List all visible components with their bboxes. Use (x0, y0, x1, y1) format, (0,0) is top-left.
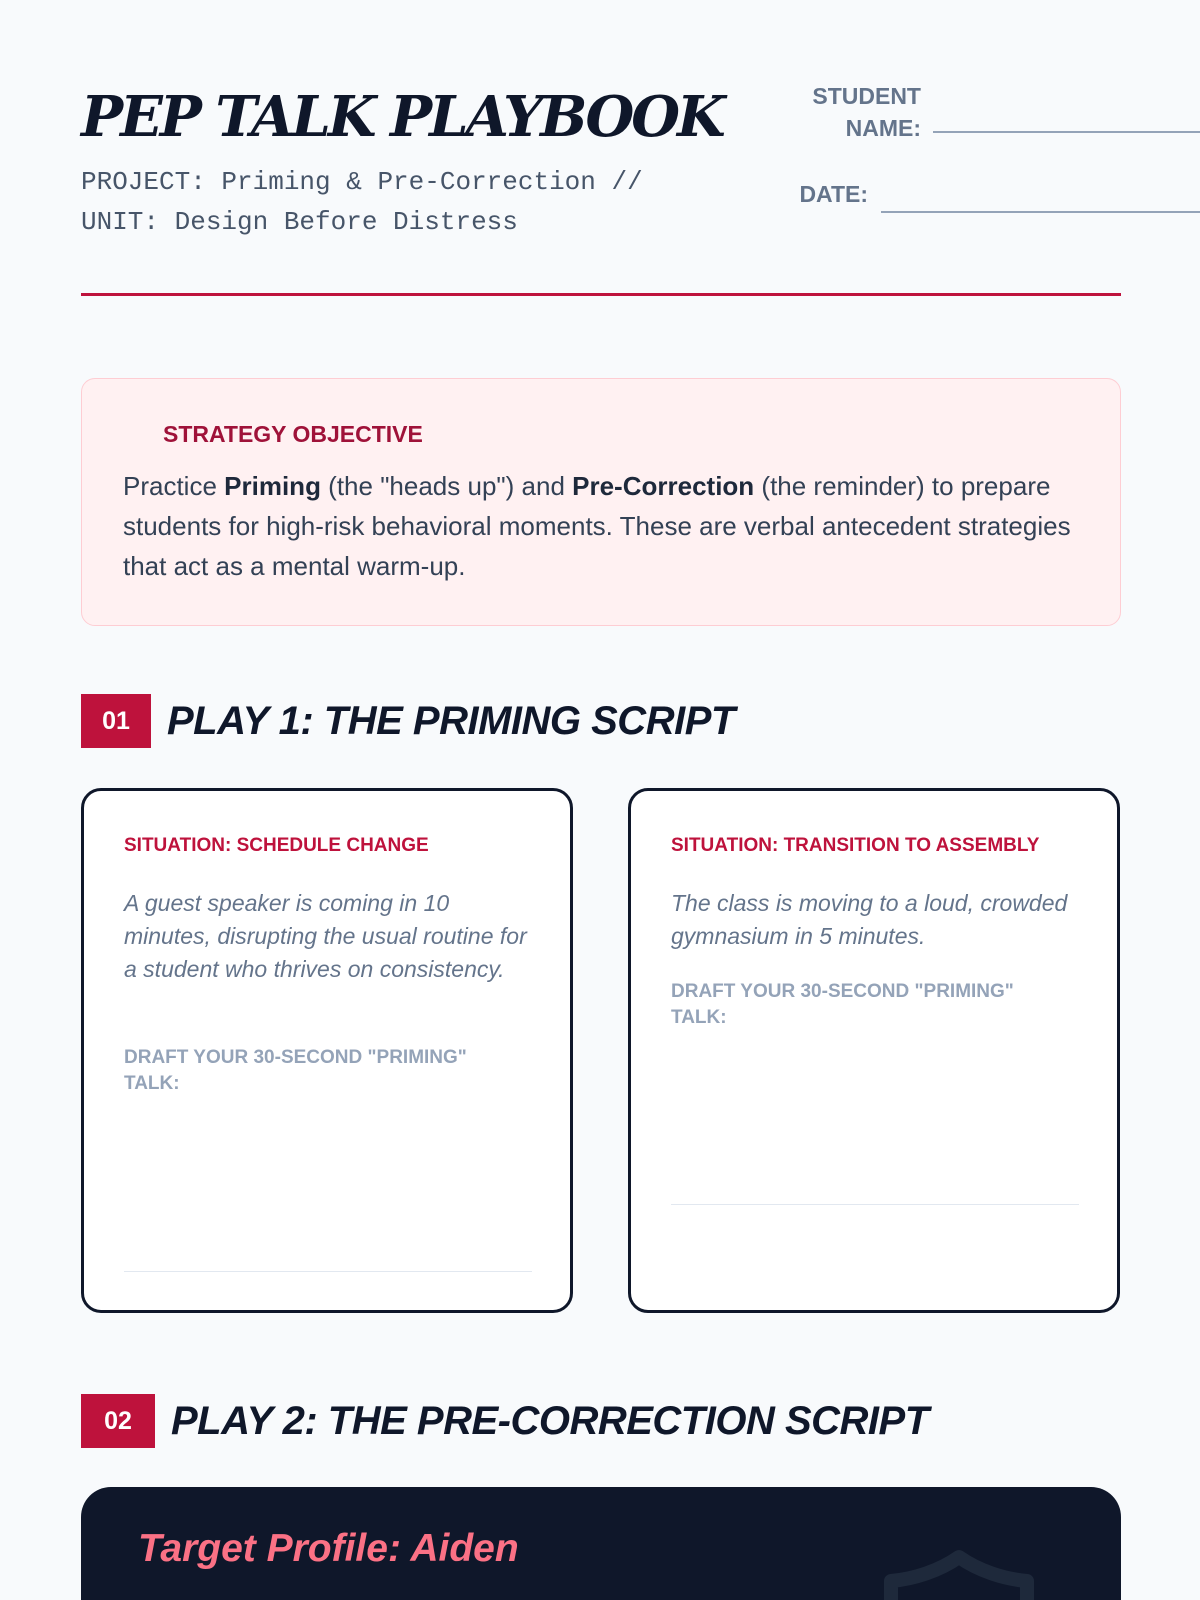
section-number-badge: 02 (81, 1394, 155, 1448)
response-writing-area[interactable] (124, 1271, 532, 1272)
objective-label: STRATEGY OBJECTIVE (163, 421, 423, 447)
page-title: PEP TALK PLAYBOOK (81, 84, 723, 150)
worksheet-header (81, 78, 1121, 298)
section-1-header (81, 694, 735, 748)
card-prompt: DRAFT YOUR 30-SECOND "PRIMING" TALK: (124, 1047, 467, 1094)
project-subtitle: PROJECT: Priming & Pre-Correction // UNIT: Design Before Distress (81, 167, 643, 237)
date-field[interactable] (881, 211, 1200, 213)
objective-text-part: (the reminder) to prepare students for high-risk behavioral moments. These are verbal antecedent strategies that act as a mental warm-up. (123, 471, 1071, 581)
section-title: PLAY 1: THE PRIMING SCRIPT (167, 698, 735, 743)
strategy-objective-box (81, 378, 1121, 626)
section-2-header (81, 1394, 929, 1448)
student-name-label (709, 80, 921, 144)
shield-icon (879, 1549, 1039, 1600)
date-label: DATE: (799, 181, 868, 207)
card-situation: SITUATION: TRANSITION TO ASSEMBLY (671, 835, 1040, 856)
objective-term-priming: Priming (224, 471, 321, 501)
student-name-label-line1: STUDENT (812, 83, 921, 109)
student-name-label-line2: NAME: (845, 115, 921, 141)
scenario-card-schedule-change (81, 788, 573, 1313)
student-name-field[interactable] (933, 131, 1200, 133)
header-divider (81, 293, 1121, 296)
objective-term-precorrection: Pre-Correction (572, 471, 755, 501)
response-writing-area[interactable] (671, 1204, 1079, 1205)
scenario-card-assembly (628, 788, 1120, 1313)
card-prompt: DRAFT YOUR 30-SECOND "PRIMING" TALK: (671, 981, 1014, 1028)
objective-text-part: (the "heads up") and (320, 471, 573, 501)
objective-text-part: Practice (123, 471, 225, 501)
card-situation: SITUATION: SCHEDULE CHANGE (124, 835, 429, 856)
card-scenario: A guest speaker is coming in 10 minutes, disrupting the usual routine for a student who thrives on consistency. (124, 890, 527, 982)
target-profile-panel (81, 1487, 1121, 1600)
profile-title: Target Profile: Aiden (138, 1527, 519, 1570)
objective-text (123, 466, 1083, 586)
card-scenario: The class is moving to a loud, crowded gymnasium in 5 minutes. (671, 890, 1068, 949)
section-title: PLAY 2: THE PRE-CORRECTION SCRIPT (171, 1398, 929, 1443)
section-number-badge: 01 (81, 694, 151, 748)
